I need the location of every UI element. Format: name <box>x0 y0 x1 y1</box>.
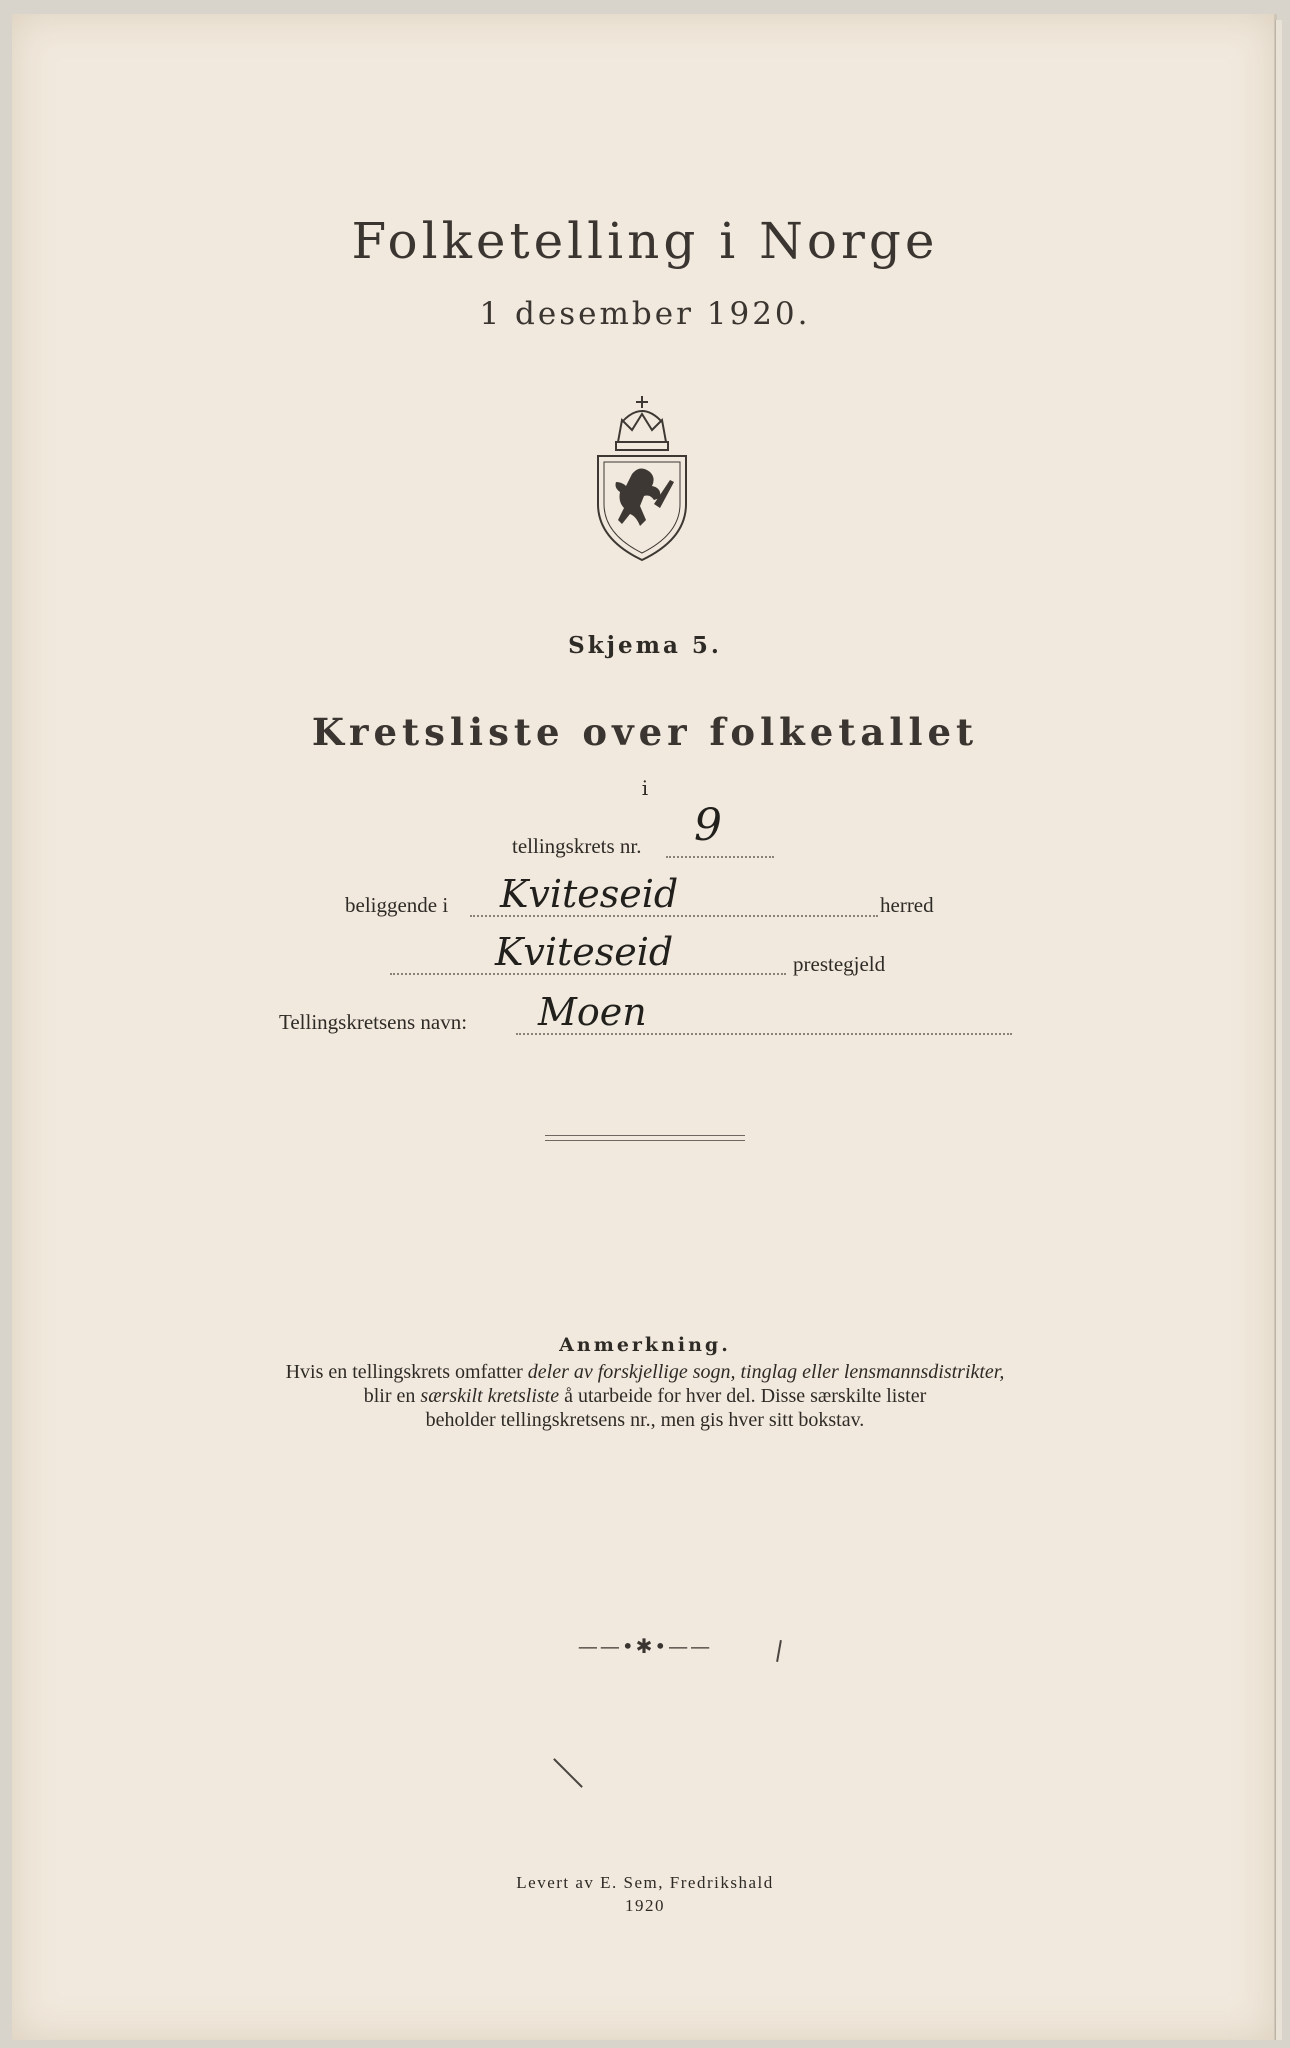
schema-label: Skjema 5. <box>568 632 722 659</box>
parish-label: prestegjeld <box>793 952 886 976</box>
note-text: å utarbeide for hver del. Disse særskilte lister <box>559 1385 927 1407</box>
connector-word: i <box>641 776 649 800</box>
printer-credit: Levert av E. Sem, Fredrikshald <box>516 1873 774 1892</box>
note-text: blir en <box>363 1385 421 1407</box>
located-label: beliggende i <box>345 893 449 917</box>
note-line-1 <box>0 1360 1290 1384</box>
located-value: Kviteseid <box>500 872 679 916</box>
parish-value: Kviteseid <box>495 930 674 974</box>
district-number-value: 9 <box>694 800 722 851</box>
district-name-label: Tellingskretsens navn: <box>279 1010 468 1034</box>
section-divider <box>545 1135 745 1141</box>
note-line-2 <box>0 1384 1290 1408</box>
ornament-divider: ——•✱•—— <box>577 1634 713 1658</box>
note-emphasis: deler av forskjellige sogn, tinglag eller lensmannsdistrikter, <box>527 1361 1005 1383</box>
printer-year: 1920 <box>625 1896 665 1915</box>
document-title: Folketelling i Norge <box>351 212 939 270</box>
norwegian-coat-of-arms-icon <box>592 394 692 564</box>
form-subtitle: Kretsliste over folketallet <box>311 710 979 754</box>
note-text: Hvis en tellingskrets omfatter <box>285 1361 528 1383</box>
census-date: 1 desember 1920. <box>479 296 811 332</box>
note-emphasis: særskilt kretsliste <box>420 1385 560 1407</box>
note-line-3: beholder tellingskretsens nr., men gis hver sitt bokstav. <box>425 1409 865 1431</box>
district-number-label: tellingskrets nr. <box>512 834 642 858</box>
herred-label: herred <box>880 893 934 917</box>
district-number-line <box>666 856 774 858</box>
district-name-value: Moen <box>538 990 647 1034</box>
note-heading: Anmerkning. <box>559 1334 731 1356</box>
